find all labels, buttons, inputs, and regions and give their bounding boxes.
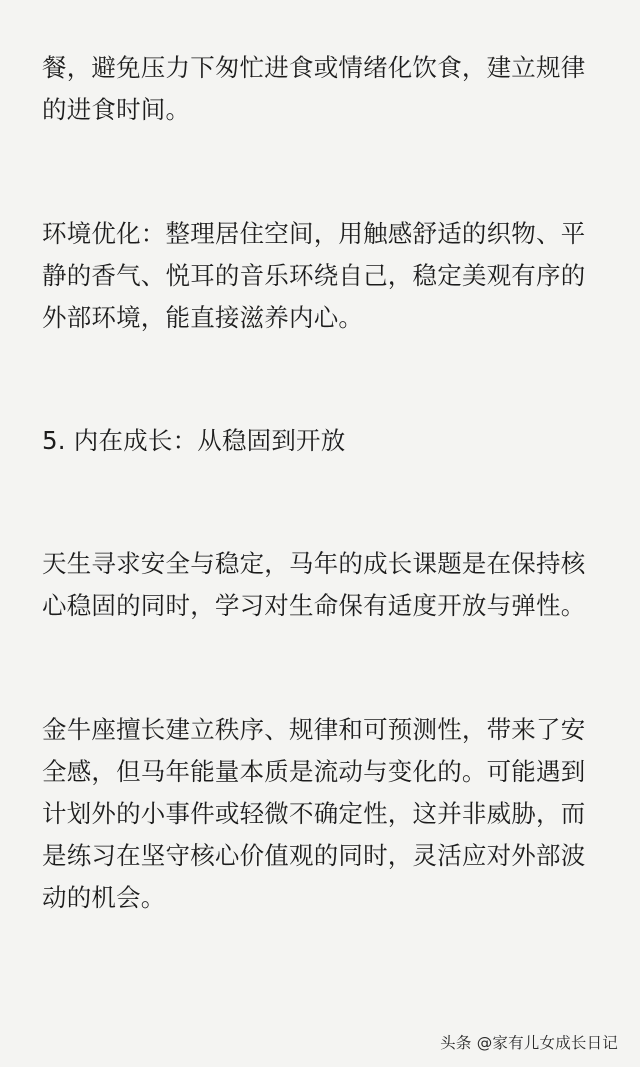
author-watermark: 头条 @家有儿女成长日记	[440, 1034, 618, 1052]
text-line: 心稳固的同时，学习对生命保有适度开放与弹性。	[42, 591, 586, 620]
paragraph-environment	[42, 213, 608, 339]
text-line: 环境优化：整理居住空间，用触感舒适的织物、平	[42, 219, 586, 248]
paragraph-stability	[42, 543, 608, 627]
text-line: 天生寻求安全与稳定，马年的成长课题是在保持核	[42, 549, 586, 578]
text-line: 是练习在坚守核心价值观的同时，灵活应对外部波	[42, 841, 586, 870]
text-line: 动的机会。	[42, 883, 166, 912]
text-line: 外部环境，能直接滋养内心。	[42, 303, 364, 332]
text-line: 的进食时间。	[42, 95, 191, 124]
text-line: 静的香气、悦耳的音乐环绕自己，稳定美观有序的	[42, 261, 586, 290]
paragraph-eating-habits	[42, 47, 608, 131]
text-line: 计划外的小事件或轻微不确定性，这并非威胁，而	[42, 799, 586, 828]
text-line: 5. 内在成长：从稳固到开放	[42, 426, 346, 455]
text-line: 金牛座擅长建立秩序、规律和可预测性，带来了安	[42, 715, 586, 744]
text-line: 全感，但马年能量本质是流动与变化的。可能遇到	[42, 757, 586, 786]
text-line: 餐，避免压力下匆忙进食或情绪化饮食，建立规律	[42, 53, 586, 82]
section-heading	[42, 420, 608, 462]
paragraph-taurus	[42, 709, 608, 919]
